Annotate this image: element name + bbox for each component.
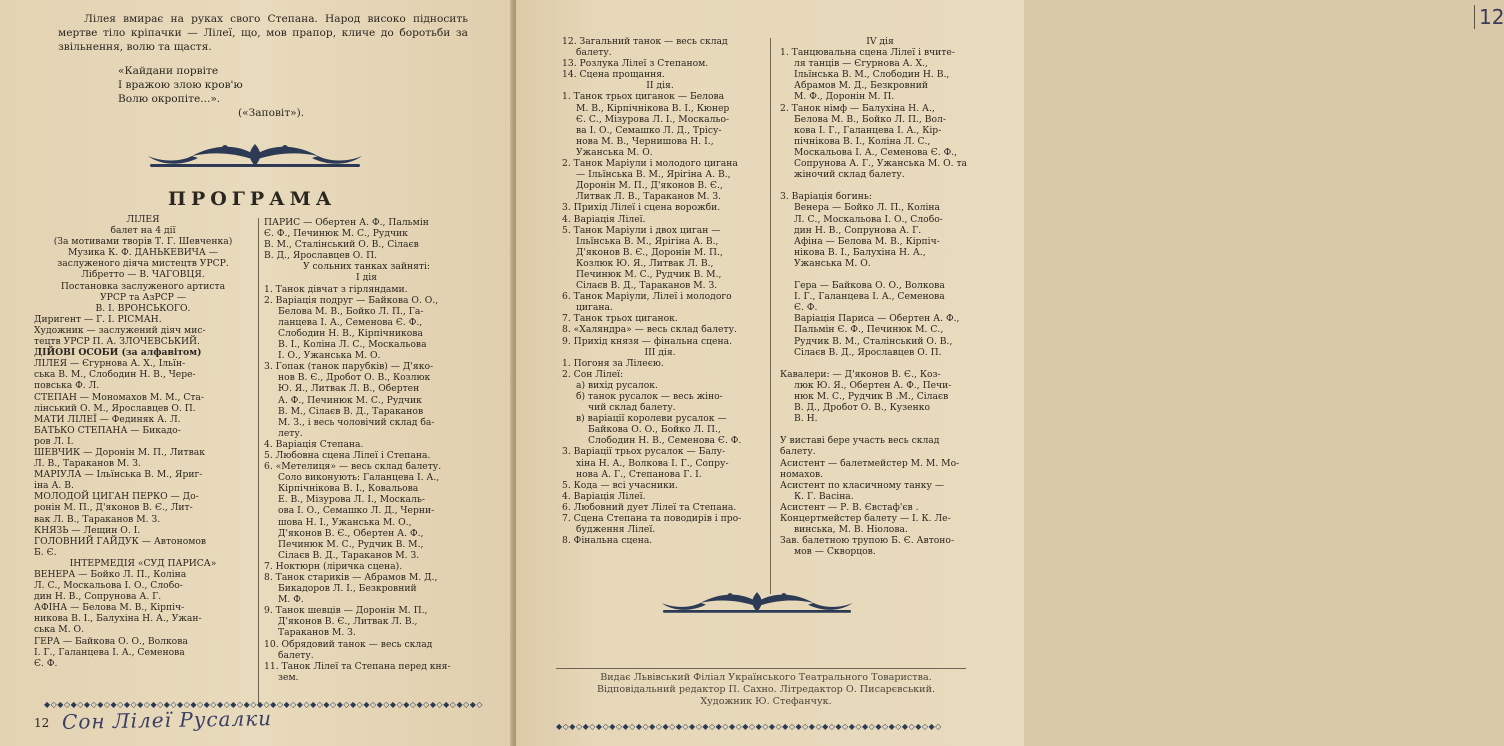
program-line: ланцева І. А., Семенова Є. Ф., [278, 316, 423, 328]
program-line: 3. Прихід Лілеї і сцена ворожби. [562, 202, 721, 214]
program-line: ська М. О. [34, 624, 84, 636]
program-line: 14. Сцена прощання. [562, 69, 665, 81]
act-one-column [264, 217, 469, 683]
program-line: Доронін М. П., Д'яконов В. Є., [576, 180, 723, 192]
program-line: 3. Варіації трьох русалок — Балу- [562, 446, 726, 458]
program-line: Афіна — Белова М. В., Кірпіч- [794, 235, 940, 247]
program-line: 7. Сцена Степана та поводирів і про- [562, 513, 742, 525]
program-line: Музика К. Ф. ДАНЬКЕВИЧА — [68, 247, 218, 259]
diamond-border-icon: ◆◇◆◇◆◇◆◇◆◇◆◇◆◇◆◇◆◇◆◇◆◇◆◇◆◇◆◇◆◇◆◇◆◇◆◇◆◇◆◇◆◇◆◇◆◇◆◇◆◇◆◇◆◇◆◇◆◇◆◇◆◇◆◇◆◇ [44, 700, 484, 709]
program-line: КНЯЗЬ — Лещин О. І. [34, 524, 141, 536]
program-line: мов — Скворцов. [794, 546, 876, 558]
program-line: УРСР та АзРСР — [100, 291, 186, 303]
program-line: В. М., Сталінський О. В., Сілаєв [264, 239, 419, 251]
program-line: 4. Варіація Лілеї. [562, 213, 646, 225]
program-line: 8. Фінальна сцена. [562, 535, 653, 547]
program-line: М. В., Кірпічнікова В. І., Кюнер [576, 102, 730, 114]
program-line: Є. Ф. [794, 302, 818, 314]
program-line: 1. Погоня за Лілеєю. [562, 357, 664, 369]
program-line: В. М., Сілаєв В. Д., Тараканов [278, 405, 424, 417]
program-line: Д'яконов В. Є., Литвак Л. В., [278, 616, 418, 628]
program-line: Є. Ф., Печинюк М. С., Рудчик [264, 228, 408, 240]
program-line: ва І. О., Семашко Л. Д., Трісу- [576, 124, 722, 136]
imprint-line: Відповідальний редактор П. Сахно. Літредактор О. Писарєвський. [596, 684, 936, 695]
program-line [780, 358, 980, 369]
program-line: Сілаєв В. Д., Ярославцев О. П. [794, 346, 942, 358]
column-divider [770, 38, 771, 594]
poem-line: І вражою злою кров'ю [118, 79, 243, 91]
program-line: І дія [356, 272, 377, 284]
program-line: ПАРИС — Обертен А. Ф., Пальмін [264, 217, 429, 228]
program-line: 5. Танок Маріули і двох циган — [562, 224, 721, 236]
program-line: Кірпічнікова В. І., Ковальова [278, 483, 419, 495]
program-line: цигана. [576, 302, 613, 314]
program-line: Абрамов М. Д., Безкровний [794, 80, 928, 92]
page-mark: 12 [1474, 5, 1504, 29]
program-line: Диригент — Г. І. РІСМАН. [34, 313, 162, 325]
poem-line: «Кайдани порвіте [118, 65, 219, 77]
program-line: ська В. М., Слободин Н. В., Чере- [34, 369, 196, 381]
program-line: СТЕПАН — Мономахов М. М., Ста- [34, 391, 205, 403]
program-line: балет на 4 дії [110, 225, 176, 237]
program-line: Ужанська М. О. [794, 257, 871, 269]
program-line: Лібретто — В. ЧАГОВЦЯ. [81, 269, 205, 281]
program-line: Асистент — балетмейстер М. М. Мо- [780, 457, 960, 469]
program-line: В. Д., Дробот О. В., Кузенко [794, 402, 931, 414]
program-line: Москальова І. А., Семенова Є. Ф., [794, 146, 958, 158]
program-line: Асистент — Р. В. Євстаф'єв . [780, 501, 919, 513]
program-line: в) варіації королеви русалок — [576, 413, 727, 425]
program-line: Литвак Л. В., Тараканов М. З. [576, 191, 722, 203]
program-line: 6. Любовний дует Лілеї та Степана. [562, 501, 737, 513]
program-line: 8. Танок стариків — Абрамов М. Д., [264, 572, 438, 583]
program-line: ова І. О., Семашко Л. Д., Черни- [278, 505, 435, 517]
program-line: В. Д., Ярославцев О. П. [264, 250, 378, 262]
program-line: лінський О. М., Ярославцев О. П. [34, 402, 196, 414]
program-line: 5. Кода — всі учасники. [562, 479, 678, 491]
program-line: У виставі бере участь весь склад [780, 435, 940, 447]
program-line: Слободин Н. В., Семенова Є. Ф. [588, 435, 742, 447]
program-line: Байкова О. О., Бойко Л. П., [588, 424, 721, 436]
left-page [0, 0, 514, 746]
program-line: кова І. Г., Галанцева І. А., Кір- [794, 124, 942, 136]
program-line: АФІНА — Белова М. В., Кірпіч- [34, 602, 185, 614]
program-line: І. О., Ужанська М. О. [278, 350, 381, 362]
program-line: Козлюк Ю. Я., Литвак Л. В., [576, 257, 714, 269]
program-line: балету. [278, 649, 314, 661]
page-number: 12 [34, 716, 50, 730]
program-line: Л. С., Москальова І. О., Слобо- [34, 580, 183, 592]
program-line: Ужанська М. О. [576, 146, 653, 158]
program-line: Венера — Бойко Л. П., Коліна [794, 202, 941, 214]
program-line: МАРІУЛА — Ільїнська В. М., Яриг- [34, 469, 203, 481]
diamond-border-icon: ◆◇◆◇◆◇◆◇◆◇◆◇◆◇◆◇◆◇◆◇◆◇◆◇◆◇◆◇◆◇◆◇◆◇◆◇◆◇◆◇◆◇◆◇◆◇◆◇◆◇◆◇◆◇◆◇◆◇ [556, 722, 942, 731]
program-line: ронін М. П., Д'яконов В. Є., Лит- [34, 502, 193, 514]
program-line: М. Ф. [278, 594, 304, 606]
program-line: ІНТЕРМЕДІЯ «СУД ПАРИСА» [69, 557, 217, 569]
program-line: МОЛОДОЙ ЦИГАН ПЕРКО — До- [34, 491, 199, 503]
program-line: Художник — заслужений діяч мис- [34, 324, 206, 336]
program-line: 10. Обрядовий танок — весь склад [264, 638, 433, 650]
program-line: Ільїнська В. М., Слободин Н. В., [794, 69, 950, 81]
program-line: пічнікова В. І., Коліна Л. С., [794, 135, 931, 147]
program-line: повська Ф. Л. [34, 380, 100, 392]
program-line: а) вихід русалок. [576, 379, 658, 391]
program-line: ГЕРА — Байкова О. О., Волкова [34, 635, 188, 647]
imprint-line: Художник Ю. Стефанчук. [700, 696, 832, 707]
program-line: 3. Варіація богинь: [780, 191, 872, 203]
program-line: никова В. І., Балухіна Н. А., Ужан- [34, 613, 202, 625]
program-line: тецтв УРСР П. А. ЗЛОЧЕВСЬКИЙ. [34, 336, 200, 348]
poem-source: («Заповіт»). [238, 107, 305, 119]
program-line: будження Лілеї. [576, 524, 656, 536]
program-line: ВЕНЕРА — Бойко Л. П., Коліна [34, 569, 187, 580]
program-line: жіночий склад балету. [794, 169, 905, 181]
program-line: 1. Танок дівчат з гірляндами. [264, 283, 408, 295]
program-line: 9. Танок шевців — Доронін М. П., [264, 605, 428, 617]
program-line: ІІІ дія. [644, 346, 676, 358]
program-line: дин Н. В., Сопрунова А. Г. [34, 591, 162, 603]
program-title: ПРОГРАМА [168, 188, 337, 210]
program-line: лету. [278, 427, 303, 439]
program-line: нікова В. І., Балухіна Н. А., [794, 246, 926, 258]
program-line: 13. Розлука Лілеї з Степаном. [562, 58, 709, 70]
program-line: Є. Ф. [34, 657, 58, 669]
program-line: МАТИ ЛІЛЕЇ — Фединяк А. Л. [34, 413, 181, 425]
program-line [780, 180, 980, 191]
program-line: БАТЬКО СТЕПАНА — Бикадо- [34, 424, 181, 436]
handwritten-note: Сон Лілеї Русалки [61, 706, 273, 734]
program-line: 4. Варіація Лілеї. [562, 490, 646, 502]
program-line: Белова М. В., Бойко Л. П., Га- [278, 305, 424, 317]
program-line: 6. «Метелиця» — весь склад балету. [264, 461, 442, 473]
program-line: Асистент по класичному танку — [780, 479, 945, 491]
program-line: Д'яконов В. Є., Доронін М. П., [576, 246, 723, 258]
program-line: Е. В., Мізурова Л. І., Москаль- [278, 494, 425, 506]
program-line: нова М. В., Чернишова Н. І., [576, 135, 714, 147]
program-line: ШЕВЧИК — Доронін М. П., Литвак [34, 446, 206, 458]
program-line: 7. Танок трьох циганок. [562, 313, 678, 325]
program-line: Сілаєв В. Д., Тараканов М. З. [278, 549, 420, 561]
program-line: Гера — Байкова О. О., Волкова [794, 280, 945, 292]
program-line: Рудчик В. М., Сталінський О. В., [794, 335, 953, 347]
program-line: 12. Загальний танок — весь склад [562, 36, 728, 47]
program-line: 6. Танок Маріули, Лілеї і молодого [562, 291, 732, 303]
program-line: ГОЛОВНИЙ ГАЙДУК — Автономов [34, 535, 207, 547]
program-line: II дія. [646, 80, 674, 92]
program-line: Белова М. В., Бойко Л. П., Вол- [794, 113, 946, 125]
program-line: балету. [780, 446, 816, 458]
program-line: винська, М. В. Ніолова. [794, 524, 908, 536]
program-line: 1. Танцювальна сцена Лілеї і вчите- [780, 47, 955, 59]
cast-column [34, 214, 252, 669]
program-line: б) танок русалок — весь жіно- [576, 391, 723, 402]
poem-quote [118, 64, 243, 106]
poem-line: Волю окропіте...». [118, 93, 221, 105]
program-line: М. Ф., Доронін М. П. [794, 91, 895, 103]
program-line: IV дія [866, 36, 894, 47]
program-line: І. Г., Галанцева І. А., Семенова [34, 646, 185, 658]
program-line [780, 269, 980, 280]
program-line: нов В. Є., Дробот О. В., Козлюк [278, 372, 431, 384]
program-line: Сопрунова А. Г., Ужанська М. О. та [794, 158, 968, 170]
program-line: Слободин Н. В., Кірпічникова [278, 327, 423, 339]
program-line: (За мотивами творів Т. Г. Шевченка) [53, 236, 233, 248]
program-line: 8. «Халяндра» — весь склад балету. [562, 324, 737, 336]
ornament-divider-icon [140, 138, 370, 172]
program-line: Ільїнська В. М., Ярігіна А. В., [576, 235, 719, 247]
program-line: чий склад балету. [588, 402, 676, 414]
program-line: І. Г., Галанцева І. А., Семенова [794, 291, 945, 303]
program-line: 9. Прихід князя — фінальна сцена. [562, 335, 733, 347]
program-line: 4. Варіація Степана. [264, 438, 364, 450]
program-line: 2. Танок Маріули і молодого цигана [562, 158, 738, 170]
act-four-column [780, 36, 980, 557]
program-line: В. Н. [794, 413, 818, 425]
ornament-divider-icon [654, 586, 860, 618]
program-line: 1. Танок трьох циганок — Белова [562, 91, 725, 103]
program-line: балету. [576, 47, 612, 59]
program-line: 3. Гопак (танок парубків) — Д'яко- [264, 361, 434, 373]
imprint-line: Видає Львівський Філіал Українського Театрального Товариства. [600, 672, 932, 683]
program-line: Є. С., Мізурова Л. І., Москальо- [576, 113, 730, 125]
program-line: шова Н. І., Ужанська М. О., [278, 516, 412, 528]
program-line: Ю. Я., Литвак Л. В., Обертен [278, 383, 420, 395]
column-divider [258, 218, 259, 704]
program-line: А. Ф., Печинюк М. С., Рудчик [278, 394, 422, 406]
program-line: номахов. [780, 468, 824, 480]
program-line: хіна Н. А., Волкова І. Г., Сопру- [576, 457, 729, 469]
program-line: К. Г. Васіна. [794, 490, 854, 502]
program-line: Сілаєв В. Д., Тараканов М. З. [576, 280, 718, 292]
program-line: ля танців — Єгурнова А. Х., [794, 58, 928, 70]
program-line: Д'яконов В. Є., Обертен А. Ф., [278, 527, 424, 539]
program-line: Концертмейстер балету — І. К. Ле- [780, 513, 951, 525]
program-line: Бикадоров Л. І., Безкровний [278, 583, 417, 595]
program-line: ЛІЛЕЯ [126, 214, 160, 225]
program-line: 2. Танок німф — Балухіна Н. А., [780, 102, 935, 114]
program-line: 5. Любовна сцена Лілеї і Степана. [264, 449, 431, 461]
program-line: Постановка заслуженого артиста [60, 280, 226, 292]
program-line: заслуженого діяча мистецтв УРСР. [57, 258, 229, 270]
program-line: У сольних танках зайняті: [302, 261, 431, 273]
act-two-three-column [562, 36, 758, 546]
program-line: 7. Ноктюрн (ліричка сцена). [264, 560, 403, 572]
program-line: Печинюк М. С., Рудчик В. М., [278, 538, 424, 550]
footer-rule [556, 668, 966, 669]
program-line: Л. С., Москальова І. О., Слобо- [794, 213, 943, 225]
program-line: В. І., Коліна Л. С., Москальова [278, 339, 427, 351]
program-line: 11. Танок Лілеї та Степана перед кня- [264, 660, 451, 672]
program-line: нюк М. С., Рудчик В .М., Сілаєв [794, 391, 949, 402]
program-line: 2. Варіація подруг — Байкова О. О., [264, 294, 439, 306]
program-line: М. З., і весь чоловічий склад ба- [278, 416, 435, 428]
program-line: Соло виконують: Галанцева І. А., [278, 472, 440, 484]
program-line: Пальмін Є. Ф., Печинюк М. С., [794, 324, 944, 336]
program-line: Зав. балетною трупою Б. Є. Автоно- [780, 535, 955, 547]
program-line: — Ільїнська В. М., Ярігіна А. В., [576, 169, 731, 181]
program-line: ДІЙОВІ ОСОБИ (за алфавітом) [34, 347, 202, 359]
program-line: нова А. Г., Степанова Г. І. [576, 468, 702, 480]
program-line: дин Н. В., Сопрунова А. Г. [794, 224, 922, 236]
program-line: 2. Сон Лілеї: [562, 368, 624, 380]
program-line: Кавалери: — Д'яконов В. Є., Коз- [780, 368, 941, 380]
program-line: Тараканов М. З. [278, 627, 356, 639]
program-line: люк Ю. Я., Обертен А. Ф., Печи- [794, 379, 952, 391]
program-line: Варіація Париса — Обертен А. Ф., [794, 313, 960, 325]
program-line: іна А. В. [34, 480, 74, 492]
imprint-footer [556, 672, 976, 708]
program-line: Л. В., Тараканов М. З. [34, 458, 141, 470]
program-line: ЛІЛЕЯ — Єгурнова А. Х., Ільїн- [34, 358, 186, 370]
program-line [780, 424, 980, 435]
program-line: Б. Є. [34, 546, 57, 558]
program-line: вак Л. В., Тараканов М. З. [34, 513, 161, 525]
program-line: ров Л. І. [34, 435, 74, 447]
program-line: Печинюк М. С., Рудчик В. М., [576, 268, 722, 280]
closing-prose: Лілея вмирає на руках свого Степана. Народ високо підносить мертве тіло кріпачки — Лілеї, що, мов прапор, кличе до боротьби за звільнення, волю та щастя. [58, 13, 468, 53]
program-line: зем. [278, 671, 299, 683]
program-line: В. І. ВРОНСЬКОГО. [95, 302, 191, 314]
